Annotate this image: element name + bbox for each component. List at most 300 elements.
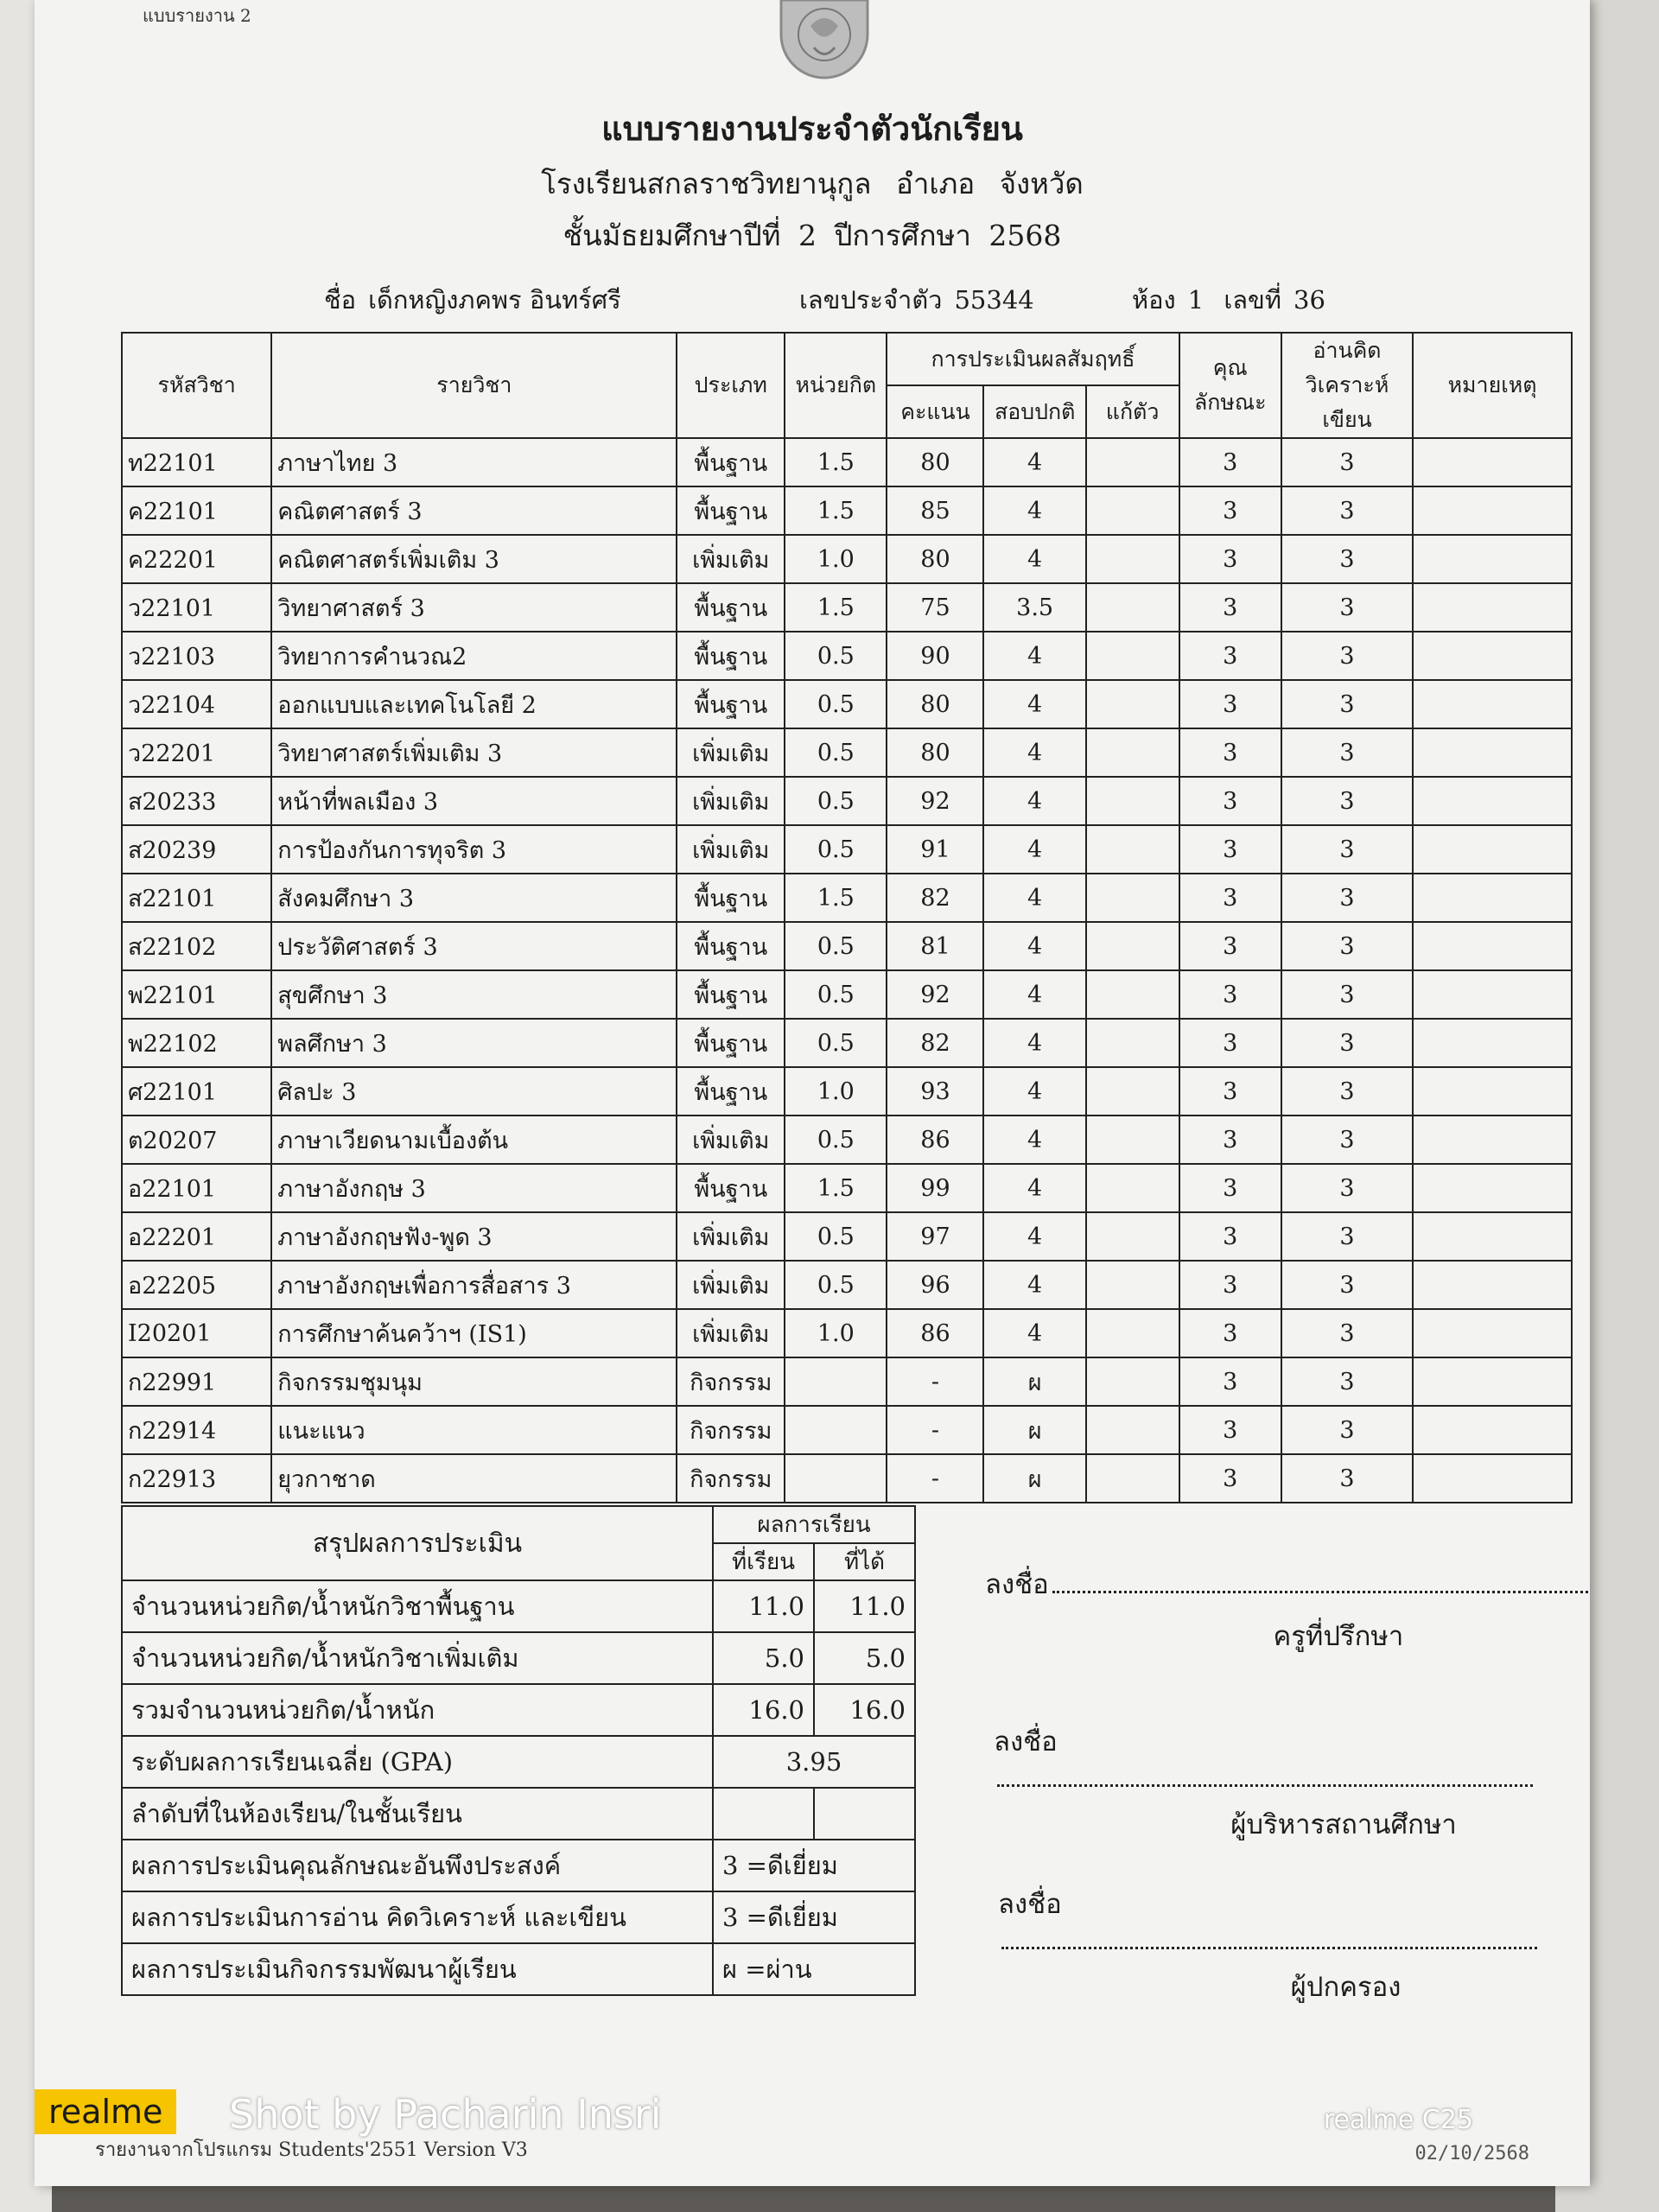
summary-row-additional [122,1632,915,1684]
cell-score: - [887,1357,983,1406]
photo-date: 02/10/2568 [1414,2143,1529,2164]
table-row [122,1357,1572,1406]
cell-type: เพิ่มเติม [677,1261,785,1309]
student-number-value: 36 [1294,285,1325,315]
summary-character-label: ผลการประเมินคุณลักษณะอันพึงประสงค์ [122,1840,713,1891]
cell-credit: 1.5 [785,438,887,486]
cell-type: พื้นฐาน [677,1164,785,1212]
cell-score: 80 [887,535,983,583]
cell-credit: 1.5 [785,874,887,922]
signature-advisor-label: ลงชื่อ [985,1569,1049,1600]
header-name: รายวิชา [271,333,677,438]
cell-score: 86 [887,1309,983,1357]
cell-note [1413,728,1572,777]
cell-credit: 0.5 [785,825,887,874]
cell-note [1413,1212,1572,1261]
cell-type: เพิ่มเติม [677,825,785,874]
cell-credit: 0.5 [785,970,887,1019]
table-row [122,874,1572,922]
cell-grade: 4 [983,535,1085,583]
header-score: คะแนน [887,385,983,438]
cell-code: ว22201 [122,728,271,777]
form-code: แบบรายงาน 2 [143,5,251,26]
cell-type: พื้นฐาน [677,874,785,922]
cell-fix [1086,970,1179,1019]
student-number-label: เลขที่ [1224,285,1281,315]
cell-reading: 3 [1281,1357,1413,1406]
report-paper [35,0,1590,2186]
cell-type: เพิ่มเติม [677,1116,785,1164]
table-row [122,1309,1572,1357]
cell-name: คณิตศาสตร์ 3 [271,486,677,535]
cell-score: 86 [887,1116,983,1164]
cell-note [1413,583,1572,632]
cell-score: 92 [887,970,983,1019]
student-name-value: เด็กหญิงภคพร อินทร์ศรี [368,285,621,315]
signature-director-label: ลงชื่อ [994,1726,1058,1758]
cell-character: 3 [1179,680,1281,728]
cell-character: 3 [1179,1454,1281,1503]
cell-type: กิจกรรม [677,1357,785,1406]
cell-type: พื้นฐาน [677,1067,785,1116]
cell-character: 3 [1179,632,1281,680]
cell-name: สุขศึกษา 3 [271,970,677,1019]
summary-row-total [122,1684,915,1736]
signature-parent-line [1001,1947,1537,1949]
student-name [324,280,633,320]
cell-credit: 1.0 [785,1067,887,1116]
cell-character: 3 [1179,535,1281,583]
cell-code: ส22102 [122,922,271,970]
table-row [122,825,1572,874]
cell-score: 90 [887,632,983,680]
cell-grade: 4 [983,1067,1085,1116]
cell-score: 97 [887,1212,983,1261]
cell-note [1413,1019,1572,1067]
cell-score: 80 [887,438,983,486]
cell-note [1413,777,1572,825]
cell-type: พื้นฐาน [677,583,785,632]
cell-reading: 3 [1281,1116,1413,1164]
cell-credit: 0.5 [785,1261,887,1309]
cell-grade: 4 [983,922,1085,970]
grade-rows [122,438,1572,1503]
header-character-1: คุณ [1212,355,1248,380]
cell-code: ต20207 [122,1116,271,1164]
summary-result-header: ผลการเรียน [713,1506,915,1543]
cell-credit: 0.5 [785,728,887,777]
cell-code: ก22991 [122,1357,271,1406]
cell-grade: 4 [983,1019,1085,1067]
cell-grade: 4 [983,777,1085,825]
signature-director-line [997,1784,1533,1787]
cell-fix [1086,728,1179,777]
cell-character: 3 [1179,1067,1281,1116]
cell-character: 3 [1179,1116,1281,1164]
cell-reading: 3 [1281,1309,1413,1357]
cell-fix [1086,486,1179,535]
student-id-value: 55344 [954,285,1034,315]
cell-grade: 4 [983,1116,1085,1164]
cell-code: ค22101 [122,486,271,535]
cell-type: พื้นฐาน [677,486,785,535]
cell-reading: 3 [1281,970,1413,1019]
summary-row-gpa [122,1736,915,1788]
cell-reading: 3 [1281,535,1413,583]
table-row [122,1164,1572,1212]
header-character [1179,333,1281,438]
cell-type: พื้นฐาน [677,632,785,680]
cell-fix [1086,874,1179,922]
table-row [122,632,1572,680]
cell-grade: 4 [983,825,1085,874]
signature-director-role: ผู้บริหารสถานศึกษา [1230,1809,1457,1840]
table-row [122,922,1572,970]
cell-reading: 3 [1281,438,1413,486]
signature-advisor [985,1562,1588,1657]
cell-fix [1086,632,1179,680]
cell-note [1413,1454,1572,1503]
cell-name: การศึกษาค้นคว้าฯ (IS1) [271,1309,677,1357]
cell-credit: 1.0 [785,535,887,583]
header-reading [1281,333,1413,438]
cell-score: 93 [887,1067,983,1116]
cell-grade: 4 [983,486,1085,535]
cell-score: 80 [887,728,983,777]
summary-additional-earned: 5.0 [814,1632,915,1684]
cell-credit: 1.5 [785,583,887,632]
cell-credit [785,1357,887,1406]
student-room-value: 1 [1187,285,1205,315]
cell-reading: 3 [1281,583,1413,632]
summary-total-studied: 16.0 [713,1684,814,1736]
cell-reading: 3 [1281,777,1413,825]
cell-name: ภาษาเวียดนามเบื้องต้น [271,1116,677,1164]
cell-character: 3 [1179,1261,1281,1309]
cell-type: พื้นฐาน [677,970,785,1019]
table-row [122,777,1572,825]
header-fix: แก้ตัว [1086,385,1179,438]
cell-type: เพิ่มเติม [677,1212,785,1261]
cell-code: พ22102 [122,1019,271,1067]
cell-fix [1086,1406,1179,1454]
cell-score: - [887,1406,983,1454]
cell-code: ว22101 [122,583,271,632]
summary-rank-class [814,1788,915,1840]
cell-score: 75 [887,583,983,632]
cell-code: ส22101 [122,874,271,922]
cell-code: ว22104 [122,680,271,728]
cell-credit: 0.5 [785,777,887,825]
school-seal-icon [776,0,873,83]
school-line: โรงเรียนสกลราชวิทยานุกูล อำเภอ จังหวัด [541,167,1084,200]
header-reading-2: วิเคราะห์เขียน [1305,372,1389,432]
student-name-label: ชื่อ [324,285,357,315]
cell-code: อ22101 [122,1164,271,1212]
cell-name: ภาษาอังกฤษเพื่อการสื่อสาร 3 [271,1261,677,1309]
cell-score: - [887,1454,983,1503]
header-type: ประเภท [677,333,785,438]
report-footer: รายงานจากโปรแกรม Students'2551 Version V3 [95,2139,528,2161]
cell-note [1413,680,1572,728]
summary-activity-label: ผลการประเมินกิจกรรมพัฒนาผู้เรียน [122,1943,713,1995]
cell-fix [1086,1164,1179,1212]
summary-reading-value: 3 =ดีเยี่ยม [713,1891,915,1943]
cell-character: 3 [1179,728,1281,777]
cell-credit: 1.5 [785,486,887,535]
cell-name: วิทยาศาสตร์ 3 [271,583,677,632]
summary-basic-studied: 11.0 [713,1580,814,1632]
cell-score: 96 [887,1261,983,1309]
table-row [122,680,1572,728]
cell-note [1413,874,1572,922]
cell-reading: 3 [1281,1406,1413,1454]
cell-name: ยุวกาชาด [271,1454,677,1503]
cell-reading: 3 [1281,1067,1413,1116]
student-room [1132,280,1338,320]
cell-reading: 3 [1281,1261,1413,1309]
table-row [122,438,1572,486]
summary-row-rank [122,1788,915,1840]
cell-code: ท22101 [122,438,271,486]
cell-fix [1086,1067,1179,1116]
level-line: ชั้นมัธยมศึกษาปีที่ 2 ปีการศึกษา 2568 [563,219,1062,252]
summary-character-value: 3 =ดีเยี่ยม [713,1840,915,1891]
camera-model: realme C25 [1323,2105,1473,2135]
cell-name: ศิลปะ 3 [271,1067,677,1116]
table-row [122,1019,1572,1067]
cell-reading: 3 [1281,728,1413,777]
cell-name: ภาษาอังกฤษฟัง-พูด 3 [271,1212,677,1261]
cell-name: ภาษาอังกฤษ 3 [271,1164,677,1212]
cell-name: วิทยาศาสตร์เพิ่มเติม 3 [271,728,677,777]
cell-reading: 3 [1281,874,1413,922]
summary-additional-label: จำนวนหน่วยกิต/น้ำหนักวิชาเพิ่มเติม [122,1632,713,1684]
cell-character: 3 [1179,1212,1281,1261]
cell-character: 3 [1179,970,1281,1019]
header-credit: หน่วยกิต [785,333,887,438]
cell-type: เพิ่มเติม [677,728,785,777]
cell-fix [1086,680,1179,728]
cell-fix [1086,1261,1179,1309]
cell-reading: 3 [1281,1019,1413,1067]
cell-note [1413,1309,1572,1357]
cell-grade: 4 [983,438,1085,486]
cell-reading: 3 [1281,680,1413,728]
cell-reading: 3 [1281,486,1413,535]
signature-advisor-line [1052,1591,1588,1593]
cell-grade: 4 [983,1309,1085,1357]
cell-fix [1086,777,1179,825]
cell-note [1413,438,1572,486]
cell-note [1413,970,1572,1019]
cell-name: คณิตศาสตร์เพิ่มเติม 3 [271,535,677,583]
cell-fix [1086,535,1179,583]
cell-name: วิทยาการคำนวณ2 [271,632,677,680]
cell-grade: ผ [983,1357,1085,1406]
cell-grade: ผ [983,1406,1085,1454]
cell-type: เพิ่มเติม [677,1309,785,1357]
report-title: แบบรายงานประจำตัวนักเรียน [601,109,1023,148]
cell-code: อ22205 [122,1261,271,1309]
cell-code: ก22913 [122,1454,271,1503]
cell-character: 3 [1179,1019,1281,1067]
cell-score: 82 [887,1019,983,1067]
cell-note [1413,922,1572,970]
cell-note [1413,632,1572,680]
cell-code: ส20233 [122,777,271,825]
table-row [122,1261,1572,1309]
cell-note [1413,535,1572,583]
cell-fix [1086,1116,1179,1164]
camera-brand-badge: realme [35,2089,176,2134]
header-character-2: ลักษณะ [1193,390,1267,415]
cell-name: พลศึกษา 3 [271,1019,677,1067]
header-grade: สอบปกติ [983,385,1085,438]
cell-score: 82 [887,874,983,922]
summary-activity-value: ผ =ผ่าน [713,1943,915,1995]
cell-note [1413,486,1572,535]
signature-director [994,1719,1590,1846]
cell-character: 3 [1179,1309,1281,1357]
cell-score: 92 [887,777,983,825]
cell-fix [1086,825,1179,874]
table-row [122,1212,1572,1261]
cell-note [1413,1357,1572,1406]
signature-advisor-role: ครูที่ปรึกษา [1273,1621,1404,1652]
table-row [122,728,1572,777]
cell-code: ศ22101 [122,1067,271,1116]
cell-type: พื้นฐาน [677,922,785,970]
signature-parent-label: ลงชื่อ [998,1889,1062,1920]
cell-reading: 3 [1281,1164,1413,1212]
cell-type: พื้นฐาน [677,680,785,728]
grades-table [121,332,1573,1503]
summary-gpa-label: ระดับผลการเรียนเฉลี่ย (GPA) [122,1736,713,1788]
cell-fix [1086,1019,1179,1067]
cell-reading: 3 [1281,1454,1413,1503]
cell-note [1413,1406,1572,1454]
cell-name: แนะแนว [271,1406,677,1454]
table-row [122,535,1572,583]
cell-name: กิจกรรมชุมนุม [271,1357,677,1406]
student-id-label: เลขประจำตัว [799,285,943,315]
summary-row-basic [122,1580,915,1632]
cell-name: ออกแบบและเทคโนโลยี 2 [271,680,677,728]
student-room-label: ห้อง [1132,285,1176,315]
student-id [799,280,1046,320]
summary-title: สรุปผลการประเมิน [122,1506,713,1580]
cell-credit: 0.5 [785,1019,887,1067]
header-note: หมายเหตุ [1413,333,1572,438]
cell-code: อ22201 [122,1212,271,1261]
cell-grade: 4 [983,970,1085,1019]
cell-note [1413,1164,1572,1212]
table-row [122,1067,1572,1116]
cell-score: 99 [887,1164,983,1212]
cell-fix [1086,1357,1179,1406]
summary-rank-room [713,1788,814,1840]
cell-grade: 4 [983,632,1085,680]
cell-code: ก22914 [122,1406,271,1454]
cell-note [1413,825,1572,874]
cell-score: 91 [887,825,983,874]
cell-credit: 1.5 [785,1164,887,1212]
cell-fix [1086,583,1179,632]
cell-character: 3 [1179,922,1281,970]
summary-rank-label: ลำดับที่ในห้องเรียน/ในชั้นเรียน [122,1788,713,1840]
cell-score: 81 [887,922,983,970]
cell-type: เพิ่มเติม [677,777,785,825]
table-row [122,583,1572,632]
cell-character: 3 [1179,1357,1281,1406]
summary-studied-header: ที่เรียน [713,1543,814,1580]
cell-type: พื้นฐาน [677,1019,785,1067]
summary-basic-earned: 11.0 [814,1580,915,1632]
cell-character: 3 [1179,777,1281,825]
cell-character: 3 [1179,438,1281,486]
cell-reading: 3 [1281,825,1413,874]
table-row [122,1406,1572,1454]
cell-grade: ผ [983,1454,1085,1503]
cell-name: ประวัติศาสตร์ 3 [271,922,677,970]
cell-code: พ22101 [122,970,271,1019]
cell-fix [1086,1212,1179,1261]
summary-basic-label: จำนวนหน่วยกิต/น้ำหนักวิชาพื้นฐาน [122,1580,713,1632]
signature-parent [998,1882,1590,2008]
cell-note [1413,1116,1572,1164]
cell-reading: 3 [1281,922,1413,970]
table-row [122,970,1572,1019]
cell-name: สังคมศึกษา 3 [271,874,677,922]
cell-score: 80 [887,680,983,728]
cell-name: การป้องกันการทุจริต 3 [271,825,677,874]
cell-credit [785,1454,887,1503]
cell-fix [1086,922,1179,970]
cell-credit: 0.5 [785,1212,887,1261]
summary-total-earned: 16.0 [814,1684,915,1736]
header-assessment: การประเมินผลสัมฤทธิ์ [887,333,1179,385]
cell-fix [1086,1454,1179,1503]
cell-credit: 0.5 [785,922,887,970]
summary-earned-header: ที่ได้ [814,1543,915,1580]
cell-type: กิจกรรม [677,1454,785,1503]
cell-grade: 4 [983,1212,1085,1261]
cell-character: 3 [1179,486,1281,535]
table-row [122,1454,1572,1503]
summary-total-label: รวมจำนวนหน่วยกิต/น้ำหนัก [122,1684,713,1736]
cell-fix [1086,1309,1179,1357]
cell-note [1413,1261,1572,1309]
summary-row-character [122,1840,915,1891]
cell-grade: 4 [983,728,1085,777]
signature-parent-role: ผู้ปกครอง [1290,1972,1402,2003]
cell-grade: 4 [983,1261,1085,1309]
cell-character: 3 [1179,1164,1281,1212]
cell-code: I20201 [122,1309,271,1357]
cell-code: ว22103 [122,632,271,680]
cell-name: หน้าที่พลเมือง 3 [271,777,677,825]
header-code: รหัสวิชา [122,333,271,438]
cell-character: 3 [1179,583,1281,632]
cell-type: กิจกรรม [677,1406,785,1454]
cell-code: ค22201 [122,535,271,583]
cell-credit: 1.0 [785,1309,887,1357]
cell-character: 3 [1179,1406,1281,1454]
cell-character: 3 [1179,825,1281,874]
cell-credit: 0.5 [785,632,887,680]
cell-score: 85 [887,486,983,535]
